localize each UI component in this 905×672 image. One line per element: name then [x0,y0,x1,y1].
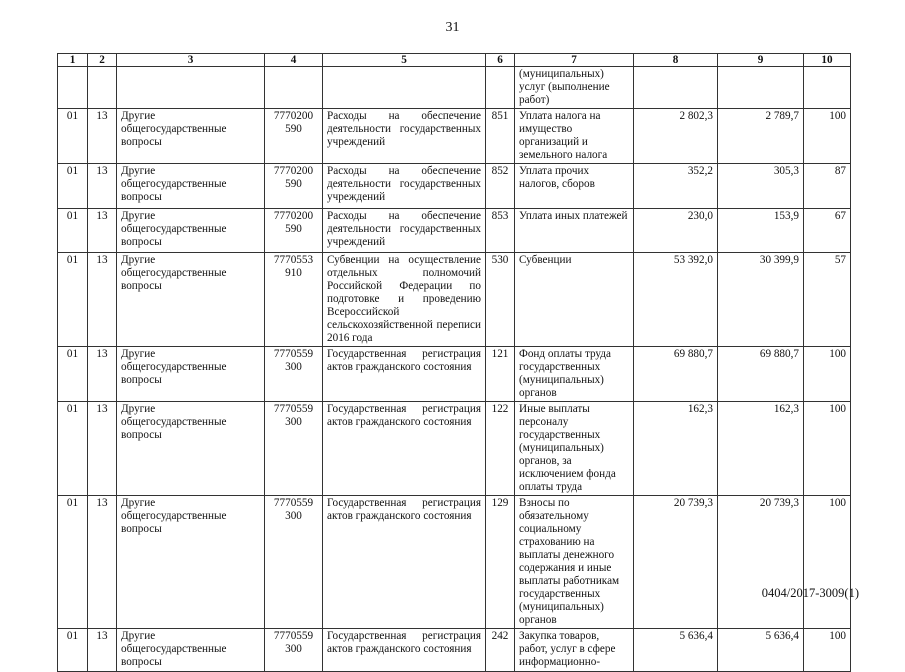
table-row [58,109,851,164]
cell-target-code: 7770200 590 [265,164,323,209]
cell-expense-name: (муниципальных) услуг (выполнение работ) [515,67,634,109]
cell-expense-name: Закупка товаров, работ, услуг в сфере информационно- [515,629,634,672]
cell-expense-name: Уплата прочих налогов, сборов [515,164,634,209]
cell-subsection: 13 [88,347,117,402]
cell-planned: 53 392,0 [634,253,718,347]
cell-percent: 67 [804,209,851,253]
cell-section-name: Другие общегосударственные вопросы [117,209,265,253]
cell-subsection: 13 [88,109,117,164]
cell-expense-code: 852 [486,164,515,209]
cell-executed: 30 399,9 [718,253,804,347]
cell-target-name: Расходы на обеспечение деятельности государственных учреждений [323,209,486,253]
cell-target-name [323,67,486,109]
cell-planned: 162,3 [634,402,718,496]
cell-target-name: Субвенции на осуществление отдельных полномочий Российской Федерации по подготовке и проведению Всероссийской сельскохозяйственной переписи 2016 года [323,253,486,347]
header-col-6: 6 [486,54,515,67]
table-row [58,347,851,402]
cell-percent: 100 [804,496,851,629]
cell-target-name: Расходы на обеспечение деятельности государственных учреждений [323,109,486,164]
cell-planned: 2 802,3 [634,109,718,164]
cell-expense-code: 530 [486,253,515,347]
cell-target-name: Государственная регистрация актов гражданского состояния [323,629,486,672]
cell-expense-name: Иные выплаты персоналу государственных (муниципальных) органов, за исключением фонда оплаты труда [515,402,634,496]
cell-planned: 230,0 [634,209,718,253]
cell-target-code: 7770559 300 [265,347,323,402]
document-code: 0404/2017-3009(1) [761,586,859,600]
cell-expense-name: Уплата иных платежей [515,209,634,253]
cell-percent: 87 [804,164,851,209]
header-col-1: 1 [58,54,88,67]
cell-planned: 352,2 [634,164,718,209]
cell-subsection: 13 [88,402,117,496]
cell-target-code: 7770200 590 [265,109,323,164]
cell-section: 01 [58,253,88,347]
cell-section: 01 [58,209,88,253]
cell-target-name: Государственная регистрация актов гражданского состояния [323,402,486,496]
cell-subsection: 13 [88,164,117,209]
cell-target-code [265,67,323,109]
cell-executed: 2 789,7 [718,109,804,164]
cell-section-name: Другие общегосударственные вопросы [117,496,265,629]
cell-expense-code: 121 [486,347,515,402]
header-col-4: 4 [265,54,323,67]
cell-target-code: 7770559 300 [265,496,323,629]
cell-expense-code: 122 [486,402,515,496]
cell-percent: 100 [804,629,851,672]
table-row [58,253,851,347]
header-col-5: 5 [323,54,486,67]
cell-section-name: Другие общегосударственные вопросы [117,347,265,402]
cell-target-code: 7770553 910 [265,253,323,347]
cell-planned [634,67,718,109]
cell-expense-name: Субвенции [515,253,634,347]
header-col-9: 9 [718,54,804,67]
cell-expense-name: Фонд оплаты труда государственных (муниципальных) органов [515,347,634,402]
cell-expense-code [486,67,515,109]
cell-subsection [88,67,117,109]
cell-target-name: Государственная регистрация актов гражданского состояния [323,496,486,629]
cell-section-name [117,67,265,109]
cell-section: 01 [58,164,88,209]
header-col-7: 7 [515,54,634,67]
cell-target-name: Государственная регистрация актов гражданского состояния [323,347,486,402]
table-row [58,629,851,672]
cell-executed: 5 636,4 [718,629,804,672]
header-col-2: 2 [88,54,117,67]
cell-subsection: 13 [88,253,117,347]
cell-target-code: 7770559 300 [265,402,323,496]
cell-section: 01 [58,629,88,672]
table-row [58,402,851,496]
header-row [58,54,851,67]
cell-percent: 100 [804,347,851,402]
cell-executed: 162,3 [718,402,804,496]
cell-executed: 20 739,3 [718,496,804,629]
cell-subsection: 13 [88,496,117,629]
cell-section-name: Другие общегосударственные вопросы [117,402,265,496]
cell-section: 01 [58,109,88,164]
cell-percent: 57 [804,253,851,347]
cell-planned: 20 739,3 [634,496,718,629]
cell-expense-code: 853 [486,209,515,253]
cell-percent [804,67,851,109]
cell-expense-name: Взносы по обязательному социальному страхованию на выплаты денежного содержания и иные выплаты работникам государственных (муниципальных) органов [515,496,634,629]
header-col-3: 3 [117,54,265,67]
cell-subsection: 13 [88,629,117,672]
cell-executed: 69 880,7 [718,347,804,402]
cell-target-code: 7770200 590 [265,209,323,253]
cell-section-name: Другие общегосударственные вопросы [117,629,265,672]
cell-percent: 100 [804,109,851,164]
page-number: 31 [445,20,460,35]
cell-target-name: Расходы на обеспечение деятельности государственных учреждений [323,164,486,209]
cell-section: 01 [58,496,88,629]
cell-target-code: 7770559 300 [265,629,323,672]
cell-section: 01 [58,347,88,402]
cell-executed [718,67,804,109]
table-row [58,164,851,209]
cell-section-name: Другие общегосударственные вопросы [117,253,265,347]
header-col-10: 10 [804,54,851,67]
cell-planned: 69 880,7 [634,347,718,402]
cell-section: 01 [58,402,88,496]
cell-percent: 100 [804,402,851,496]
cell-executed: 153,9 [718,209,804,253]
cell-planned: 5 636,4 [634,629,718,672]
cell-expense-name: Уплата налога на имущество организаций и земельного налога [515,109,634,164]
table-row [58,209,851,253]
cell-expense-code: 851 [486,109,515,164]
cell-subsection: 13 [88,209,117,253]
cell-section-name: Другие общегосударственные вопросы [117,164,265,209]
table-row [58,67,851,109]
cell-section-name: Другие общегосударственные вопросы [117,109,265,164]
cell-expense-code: 242 [486,629,515,672]
table-row [58,496,851,629]
cell-expense-code: 129 [486,496,515,629]
cell-section [58,67,88,109]
header-col-8: 8 [634,54,718,67]
cell-executed: 305,3 [718,164,804,209]
budget-table [57,53,851,672]
